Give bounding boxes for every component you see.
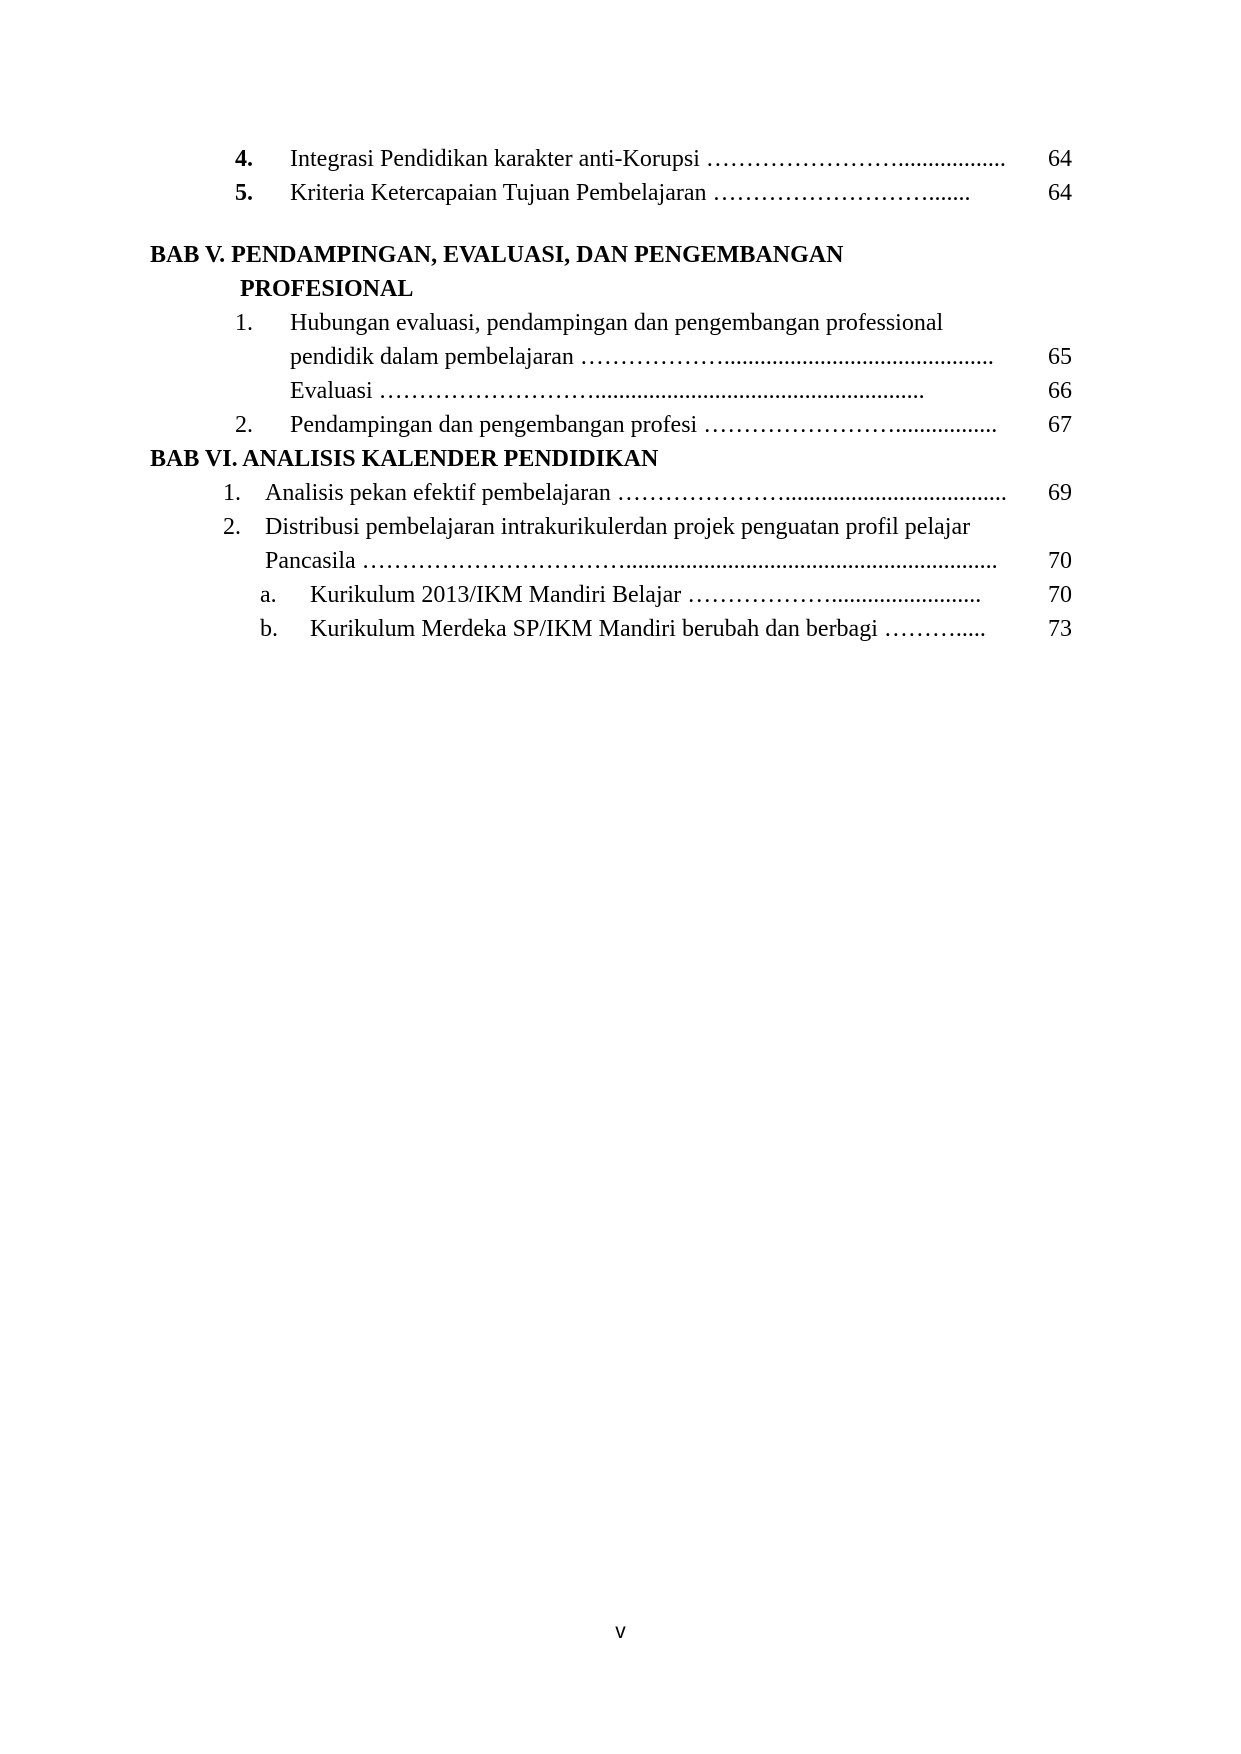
toc-entry-text: Pancasila …………………………….............................................................. bbox=[265, 548, 998, 574]
toc-item-number: 2. bbox=[235, 412, 253, 438]
toc-heading-text: PROFESIONAL bbox=[240, 276, 414, 302]
toc-heading-text: BAB V. PENDAMPINGAN, EVALUASI, DAN PENGEMBANGAN bbox=[150, 242, 844, 268]
toc-item-number: 1. bbox=[223, 480, 241, 506]
toc-heading-text: BAB VI. ANALISIS KALENDER PENDIDIKAN bbox=[150, 446, 659, 472]
toc-item-number: 1. bbox=[235, 310, 253, 336]
toc-entry bbox=[150, 408, 1072, 442]
toc-page-number: 67 bbox=[1010, 408, 1072, 442]
toc-heading bbox=[150, 238, 1072, 272]
toc-entry-text: pendidik dalam pembelajaran ………………............................................. bbox=[290, 344, 994, 370]
toc-entry bbox=[150, 612, 1072, 646]
toc-entry-text: Kurikulum Merdeka SP/IKM Mandiri berubah dan berbagi ………..... bbox=[310, 616, 986, 642]
toc-heading bbox=[150, 442, 1072, 476]
toc-entry-text: Kurikulum 2013/IKM Mandiri Belajar ………………......................... bbox=[310, 582, 982, 608]
toc-page-number: 65 bbox=[1010, 340, 1072, 374]
toc-page-number: 66 bbox=[1010, 374, 1072, 408]
footer-page-number: v bbox=[615, 1620, 626, 1643]
toc-page-number: 64 bbox=[1010, 142, 1072, 176]
toc-entry-text: Kriteria Ketercapaian Tujuan Pembelajaran ………………………....... bbox=[290, 180, 971, 206]
toc-page-number: 69 bbox=[1010, 476, 1072, 510]
toc-entry bbox=[150, 510, 1072, 544]
toc-spacer bbox=[150, 210, 1072, 238]
toc-entry bbox=[150, 142, 1072, 176]
toc-item-number: 5. bbox=[235, 180, 253, 206]
toc-entry bbox=[150, 578, 1072, 612]
toc-entry-text: Integrasi Pendidikan karakter anti-Korupsi …………………….................. bbox=[290, 146, 1006, 172]
toc-entry-text: Distribusi pembelajaran intrakurikulerdan projek penguatan profil pelajar bbox=[265, 514, 971, 540]
toc-entry bbox=[150, 476, 1072, 510]
toc-entry-continuation bbox=[150, 340, 1072, 374]
toc-entry-continuation bbox=[150, 544, 1072, 578]
toc-page-number: 70 bbox=[1010, 544, 1072, 578]
toc-entry-text: Pendampingan dan pengembangan profesi ……………………................. bbox=[290, 412, 998, 438]
toc-entry-text: Hubungan evaluasi, pendampingan dan pengembangan professional bbox=[290, 310, 944, 336]
toc-heading bbox=[150, 272, 1072, 306]
table-of-contents bbox=[150, 142, 1072, 646]
toc-item-number: 2. bbox=[223, 514, 241, 540]
toc-entry-text: Evaluasi ………………………....................................................... bbox=[290, 378, 925, 404]
toc-page-number: 70 bbox=[1010, 578, 1072, 612]
toc-entry-continuation bbox=[150, 374, 1072, 408]
toc-item-number: a. bbox=[260, 582, 277, 608]
toc-item-number: 4. bbox=[235, 146, 253, 172]
page-footer bbox=[0, 1615, 1241, 1649]
toc-entry-text: Analisis pekan efektif pembelajaran …………………..................................... bbox=[265, 480, 1007, 506]
toc-item-number: b. bbox=[260, 616, 278, 642]
toc-page-number: 64 bbox=[1010, 176, 1072, 210]
toc-entry bbox=[150, 306, 1072, 340]
toc-page-number: 73 bbox=[1010, 612, 1072, 646]
toc-entry bbox=[150, 176, 1072, 210]
